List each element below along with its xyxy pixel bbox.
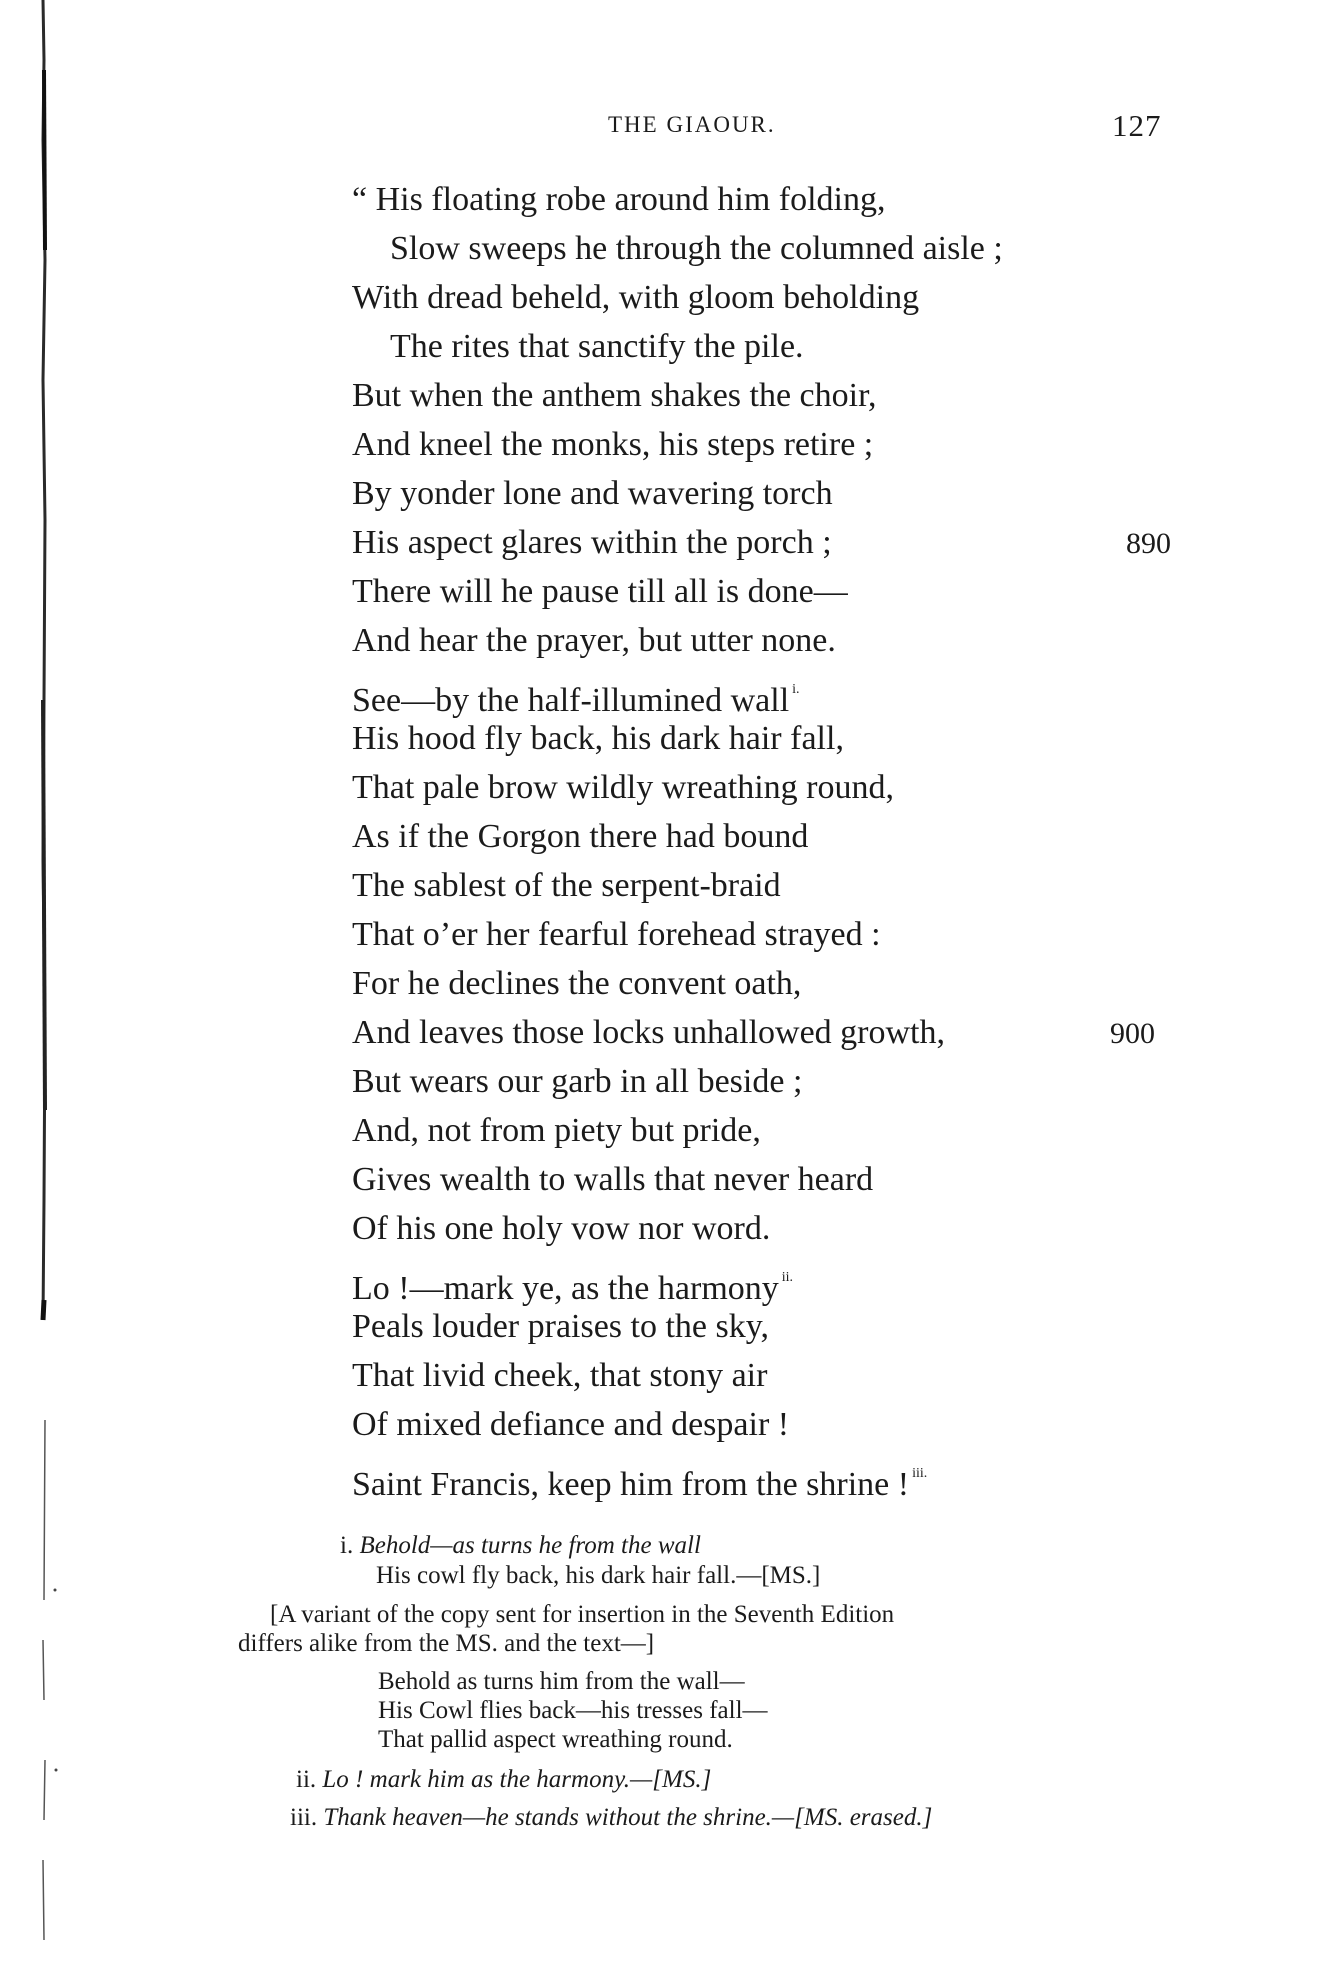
variant-line: Behold as turns him from the wall— <box>378 1668 745 1695</box>
footnote-label-i: i. <box>340 1532 354 1559</box>
page-number: 127 <box>1112 108 1162 143</box>
variant-line: That pallid aspect wreathing round. <box>378 1726 733 1753</box>
poem-line: The sablest of the serpent-braid <box>352 867 781 904</box>
variant-note-line-2: differs alike from the MS. and the text—] <box>238 1630 655 1657</box>
poem-line: Slow sweeps he through the columned aisle ; <box>390 230 1003 267</box>
binding-edge-marks <box>40 0 47 1980</box>
footnote-ii <box>296 1766 711 1794</box>
running-title: THE GIAOUR. <box>608 112 776 137</box>
footnote-i-text: Behold—as turns he from the wall <box>359 1532 701 1559</box>
poem-line: “ His floating robe around him folding, <box>352 181 886 218</box>
note-ref-iii: iii. <box>912 1466 928 1481</box>
poem-line: And hear the prayer, but utter none. <box>352 622 836 659</box>
footnote-label-ii: ii. <box>296 1766 317 1793</box>
poem-line-with-note <box>352 1258 793 1309</box>
footnote-iii-text: Thank heaven—he stands without the shrine.—[MS. erased.] <box>323 1804 933 1831</box>
note-ref-ii: ii. <box>781 1270 794 1285</box>
line-number-890: 890 <box>1126 527 1171 560</box>
poem-line: With dread beheld, with gloom beholding <box>352 279 920 316</box>
poem-line: Peals louder praises to the sky, <box>352 1308 770 1345</box>
poem-line: His aspect glares within the porch ; <box>352 524 832 561</box>
poem-line: And, not from piety but pride, <box>352 1112 761 1149</box>
poem-line: That o’er her fearful forehead strayed : <box>352 916 881 953</box>
poem-line-text: Lo !—mark ye, as the harmony <box>352 1270 779 1307</box>
footnote-i-line-1 <box>340 1532 701 1560</box>
variant-line: His Cowl flies back—his tresses fall— <box>378 1697 768 1724</box>
poem-line: His hood fly back, his dark hair fall, <box>352 720 844 757</box>
poem-line-text: Saint Francis, keep him from the shrine ! <box>352 1466 910 1503</box>
poem-line-with-note <box>352 670 800 721</box>
poem-line: Of his one holy vow nor word. <box>352 1210 771 1247</box>
poem-line: For he declines the convent oath, <box>352 965 802 1002</box>
poem-line: There will he pause till all is done— <box>352 573 848 610</box>
poem-line: Gives wealth to walls that never heard <box>352 1161 874 1198</box>
poem-line: And leaves those locks unhallowed growth, <box>352 1014 945 1051</box>
poem-line-text: See—by the half-illumined wall <box>352 682 790 719</box>
footnote-i-line-2: His cowl fly back, his dark hair fall.—[MS.] <box>376 1562 821 1589</box>
variant-note-line-1: [A variant of the copy sent for insertion in the Seventh Edition <box>270 1601 895 1628</box>
poem-line: That pale brow wildly wreathing round, <box>352 769 894 806</box>
poem-line: And kneel the monks, his steps retire ; <box>352 426 874 463</box>
footnote-ii-text: Lo ! mark him as the harmony.—[MS.] <box>322 1766 712 1793</box>
poem-line: That livid cheek, that stony air <box>352 1357 768 1394</box>
poem-line: Of mixed defiance and despair ! <box>352 1406 790 1443</box>
poem-line: The rites that sanctify the pile. <box>390 328 804 365</box>
poem-line: By yonder lone and wavering torch <box>352 475 833 512</box>
line-number-900: 900 <box>1110 1017 1155 1050</box>
footnote-label-iii: iii. <box>290 1804 318 1831</box>
note-ref-i: i. <box>792 682 800 697</box>
poem-line: As if the Gorgon there had bound <box>352 818 809 855</box>
poem-line-with-note <box>352 1454 927 1505</box>
poem-line: But when the anthem shakes the choir, <box>352 377 877 414</box>
poem-line: But wears our garb in all beside ; <box>352 1063 803 1100</box>
footnote-iii <box>290 1804 932 1832</box>
